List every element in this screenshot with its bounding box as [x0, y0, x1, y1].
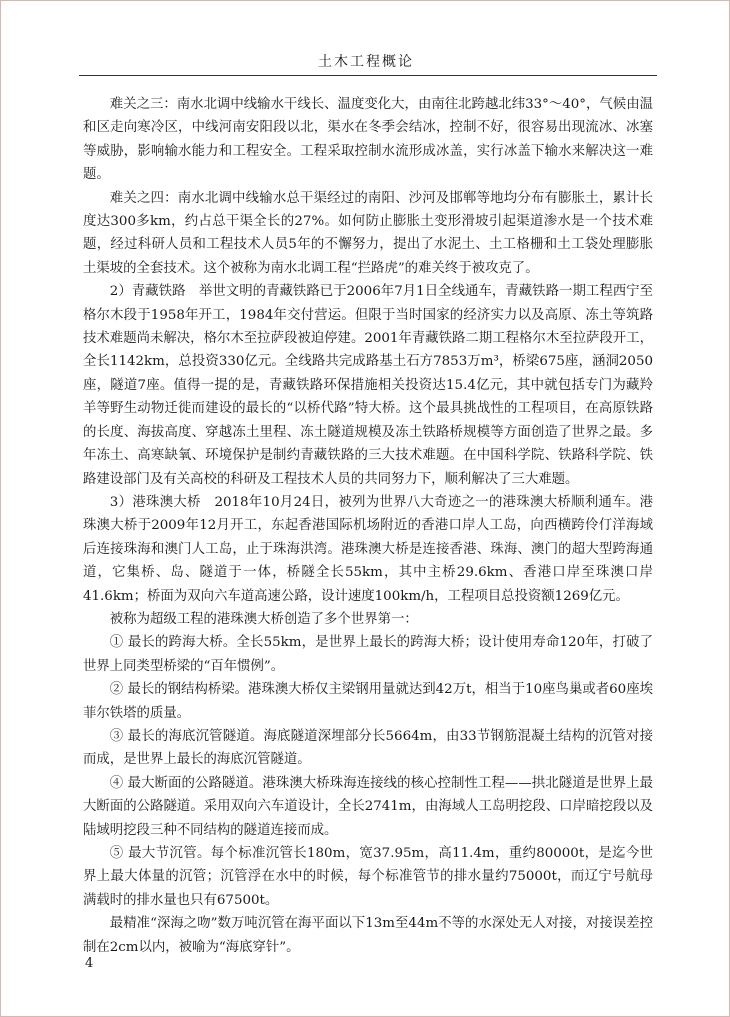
header-rule	[79, 75, 657, 76]
page-number: 4	[85, 956, 94, 971]
paragraph-difficulty-3: 难关之三：南水北调中线输水干线长、温度变化大，由南往北跨越北纬33°～40°，气候由温和区走向寒冷区，中线河南安阳段以北，渠水在冬季会结冰，控制不好，很容易出现流冰、冰塞等威胁，影响输水能力和工程安全。工程采取控制水流形成冰盖，实行冰盖下输水来解决这一难题。	[83, 97, 653, 183]
paragraph-difficulty-4: 难关之四：南水北调中线输水总干渠经过的南阳、沙河及邯郸等地均分布有膨胀土，累计长度达300多km，约占总干渠全长的27%。如何防止膨胀土变形滑坡引起渠道渗水是一个技术难题，经过科研人员和工程技术人员5年的不懈努力，提出了水泥土、土工格栅和土工袋处理膨胀土渠坡的全套技术。这个被称为南水北调工程“拦路虎”的难关终于被攻克了。	[83, 190, 653, 276]
list-item-4: ④ 最大断面的公路隧道。港珠澳大桥珠海连接线的核心控制性工程——拱北隧道是世界上最大断面的公路隧道。采用双向六车道设计，全长2741m，由海域人工岛明挖段、口岸暗挖段以及陆域明挖段三种不同结构的隧道连接而成。	[83, 775, 653, 838]
paragraph-qinghai-tibet-railway: 2）青藏铁路 举世文明的青藏铁路已于2006年7月1日全线通车，青藏铁路一期工程西宁至格尔木段于1958年开工，1984年交付营运。但限于当时国家的经济实力以及高原、冻土等筑路技术难题尚未解决，格尔木至拉萨段被迫停建。2001年青藏铁路二期工程格尔木至拉萨段开工，全长1142km，总投资330亿元。全线路共完成路基土石方7853万m³，桥梁675座，涵洞2050座，隧道7座。值得一提的是，青藏铁路环保措施相关投资达15.4亿元，其中就包括专门为藏羚羊等野生动物迁徙而建设的最长的“以桥代路”特大桥。这个最具挑战性的工程项目，在高原铁路的长度、海拔高度、穿越冻土里程、冻土隧道规模及冻土铁路桥规模等方面创造了世界之最。多年冻土、高寒缺氧、环境保护是制约青藏铁路的三大技术难题。在中国科学院、铁路科学院、铁路建设部门及有关高校的科研及工程技术人员的共同努力下，顺利解决了三大难题。	[83, 284, 653, 487]
running-header: 土木工程概论	[318, 54, 414, 70]
paragraph-hzmb: 3）港珠澳大桥 2018年10月24日，被列为世界八大奇迹之一的港珠澳大桥顺利通车。港珠澳大桥于2009年12月开工，东起香港国际机场附近的香港口岸人工岛，向西横跨伶仃洋海域后连接珠海和澳门人工岛，止于珠海洪湾。港珠澳大桥是连接香港、珠海、澳门的超大型跨海通道，它集桥、岛、隧道于一体，桥隧全长55km，其中主桥29.6km、香港口岸至珠澳口岸41.6km；桥面为双向六车道高速公路，设计速度100km/h，工程项目总投资额1269亿元。	[83, 494, 653, 604]
list-item-3: ③ 最长的海底沉管隧道。海底隧道深埋部分长5664m，由33节钢筋混凝土结构的沉管对接而成，是世界上最长的海底沉管隧道。	[83, 728, 653, 768]
body-text	[83, 93, 653, 959]
list-item-1: ① 最长的跨海大桥。全长55km，是世界上最长的跨海大桥；设计使用寿命120年，打破了世界上同类型桥梁的“百年惯例”。	[83, 635, 653, 674]
list-item-2: ② 最长的钢结构桥梁。港珠澳大桥仅主梁钢用量就达到42万t，相当于10座鸟巢或者60座埃菲尔铁塔的质量。	[83, 682, 653, 721]
paragraph-deep-sea-kiss: 最精准“深海之吻”数万吨沉管在海平面以下13m至44m不等的水深处无人对接，对接误差控制在2cm以内，被喻为“海底穿针”。	[83, 916, 653, 955]
paragraph-world-firsts-intro: 被称为超级工程的港珠澳大桥创造了多个世界第一：	[109, 611, 418, 627]
list-item-5: ⑤ 最大节沉管。每个标准沉管长180m，宽37.95m，高11.4m，重约80000t，是迄今世界上最大体量的沉管；沉管浮在水中的时候，每个标准管节的排水量约75000t，而辽宁号航母满载时的排水量也只有67500t。	[83, 846, 653, 908]
